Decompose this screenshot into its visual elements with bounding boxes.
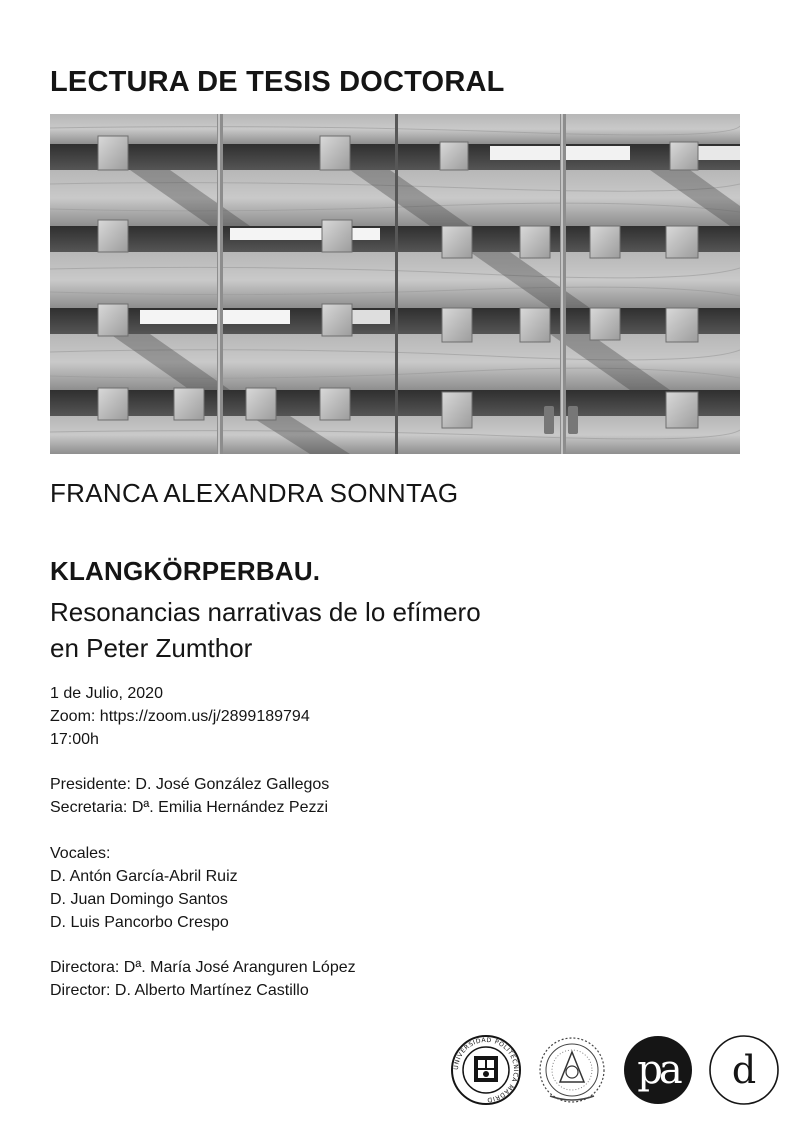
- seal-text: UNIVERSIDAD POLITÉCNICA MADRID: [452, 1036, 520, 1104]
- vocales-heading: Vocales:: [50, 845, 111, 862]
- vocal-member: D. Juan Domingo Santos: [50, 891, 228, 908]
- d-logo: [708, 1034, 780, 1106]
- tribunal-block: [50, 773, 329, 819]
- thesis-subtitle-line: en Peter Zumthor: [50, 633, 253, 663]
- pa-mark: pa: [637, 1047, 679, 1093]
- thesis-title: KLANGKÖRPERBAU.: [50, 556, 321, 586]
- upm-seal-logo: [450, 1034, 522, 1106]
- institution-logos: [450, 1034, 780, 1110]
- pa-logo: [622, 1034, 694, 1106]
- event-time: 17:00h: [50, 731, 99, 748]
- direction-block: [50, 956, 356, 1002]
- vocal-member: D. Antón García-Abril Ruiz: [50, 868, 238, 885]
- thesis-subtitle-line: Resonancias narrativas de lo efímero: [50, 597, 481, 627]
- zoom-link[interactable]: Zoom: https://zoom.us/j/2899189794: [50, 708, 310, 725]
- vocales-block: [50, 842, 238, 934]
- event-date: 1 de Julio, 2020: [50, 685, 163, 702]
- school-seal-logo: [536, 1034, 608, 1106]
- d-mark: d: [731, 1048, 757, 1092]
- president: Presidente: D. José González Gallegos: [50, 776, 330, 793]
- director: Director: D. Alberto Martínez Castillo: [50, 982, 309, 999]
- directora: Directora: Dª. María José Aranguren López: [50, 959, 356, 976]
- thesis-subtitle: [50, 594, 670, 666]
- secretary: Secretaria: Dª. Emilia Hernández Pezzi: [50, 799, 329, 816]
- event-details: [50, 682, 310, 751]
- author-name: FRANCA ALEXANDRA SONNTAG: [50, 478, 459, 508]
- wood-slat-facade-photo: [50, 114, 740, 454]
- vocal-member: D. Luis Pancorbo Crespo: [50, 914, 229, 931]
- page-title: LECTURA DE TESIS DOCTORAL: [50, 66, 505, 98]
